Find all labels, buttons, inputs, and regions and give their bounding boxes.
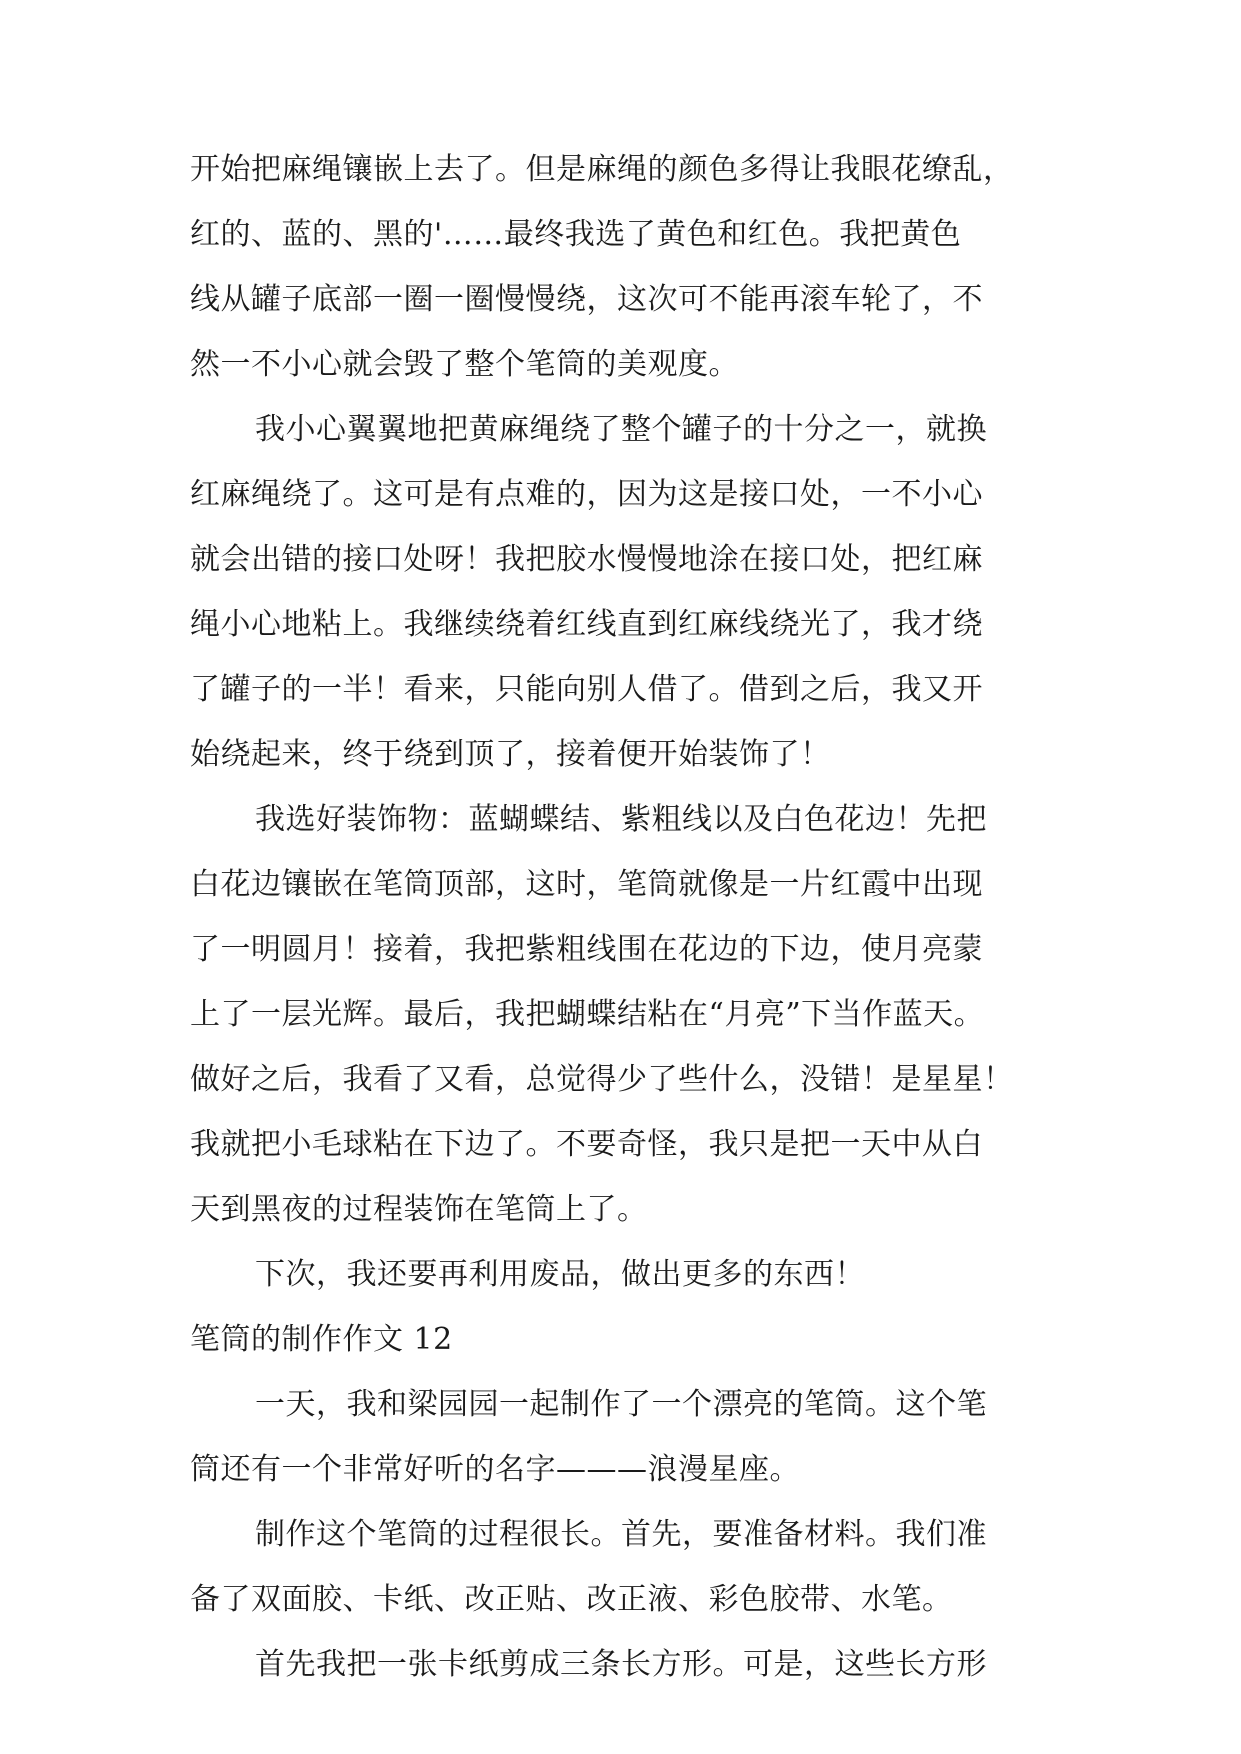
text-line: 开始把麻绳镶嵌上去了。但是麻绳的颜色多得让我眼花缭乱，	[190, 152, 1014, 187]
text-line: 就会出错的接口处呀！我把胶水慢慢地涂在接口处，把红麻	[190, 542, 983, 577]
text-line: 白花边镶嵌在笔筒顶部，这时，笔筒就像是一片红霞中出现	[190, 867, 983, 902]
paragraph-start-line: 我选好装饰物：蓝蝴蝶结、紫粗线以及白色花边！先把	[255, 802, 987, 837]
text-line: 做好之后，我看了又看，总觉得少了些什么，没错！是星星！	[190, 1062, 1014, 1097]
text-line: 筒还有一个非常好听的名字———浪漫星座。	[190, 1452, 800, 1487]
text-line: 备了双面胶、卡纸、改正贴、改正液、彩色胶带、水笔。	[190, 1582, 953, 1617]
text-line: 我就把小毛球粘在下边了。不要奇怪，我只是把一天中从白	[190, 1127, 983, 1162]
paragraph-start-line: 下次，我还要再利用废品，做出更多的东西！	[255, 1257, 865, 1292]
text-line: 线从罐子底部一圈一圈慢慢绕，这次可不能再滚车轮了，不	[190, 282, 983, 317]
text-line: 红麻绳绕了。这可是有点难的，因为这是接口处，一不小心	[190, 477, 983, 512]
paragraph-start-line: 首先我把一张卡纸剪成三条长方形。可是，这些长方形	[255, 1647, 987, 1682]
text-line: 绳小心地粘上。我继续绕着红线直到红麻线绕光了，我才绕	[190, 607, 983, 642]
section-heading: 笔筒的制作作文 12	[190, 1322, 453, 1357]
text-line: 了一明圆月！接着，我把紫粗线围在花边的下边，使月亮蒙	[190, 932, 983, 967]
paragraph-start-line: 一天，我和梁园园一起制作了一个漂亮的笔筒。这个笔	[255, 1387, 987, 1422]
text-line: 上了一层光辉。最后，我把蝴蝶结粘在“月亮”下当作蓝天。	[190, 997, 985, 1032]
text-line: 了罐子的一半！看来，只能向别人借了。借到之后，我又开	[190, 672, 983, 707]
text-line: 然一不小心就会毁了整个笔筒的美观度。	[190, 347, 739, 382]
paragraph-start-line: 我小心翼翼地把黄麻绳绕了整个罐子的十分之一，就换	[255, 412, 987, 447]
text-line: 始绕起来，终于绕到顶了，接着便开始装饰了！	[190, 737, 831, 772]
text-line: 天到黑夜的过程装饰在笔筒上了。	[190, 1192, 648, 1227]
text-line: 红的、蓝的、黑的'……最终我选了黄色和红色。我把黄色	[190, 217, 962, 252]
paragraph-start-line: 制作这个笔筒的过程很长。首先，要准备材料。我们准	[255, 1517, 987, 1552]
